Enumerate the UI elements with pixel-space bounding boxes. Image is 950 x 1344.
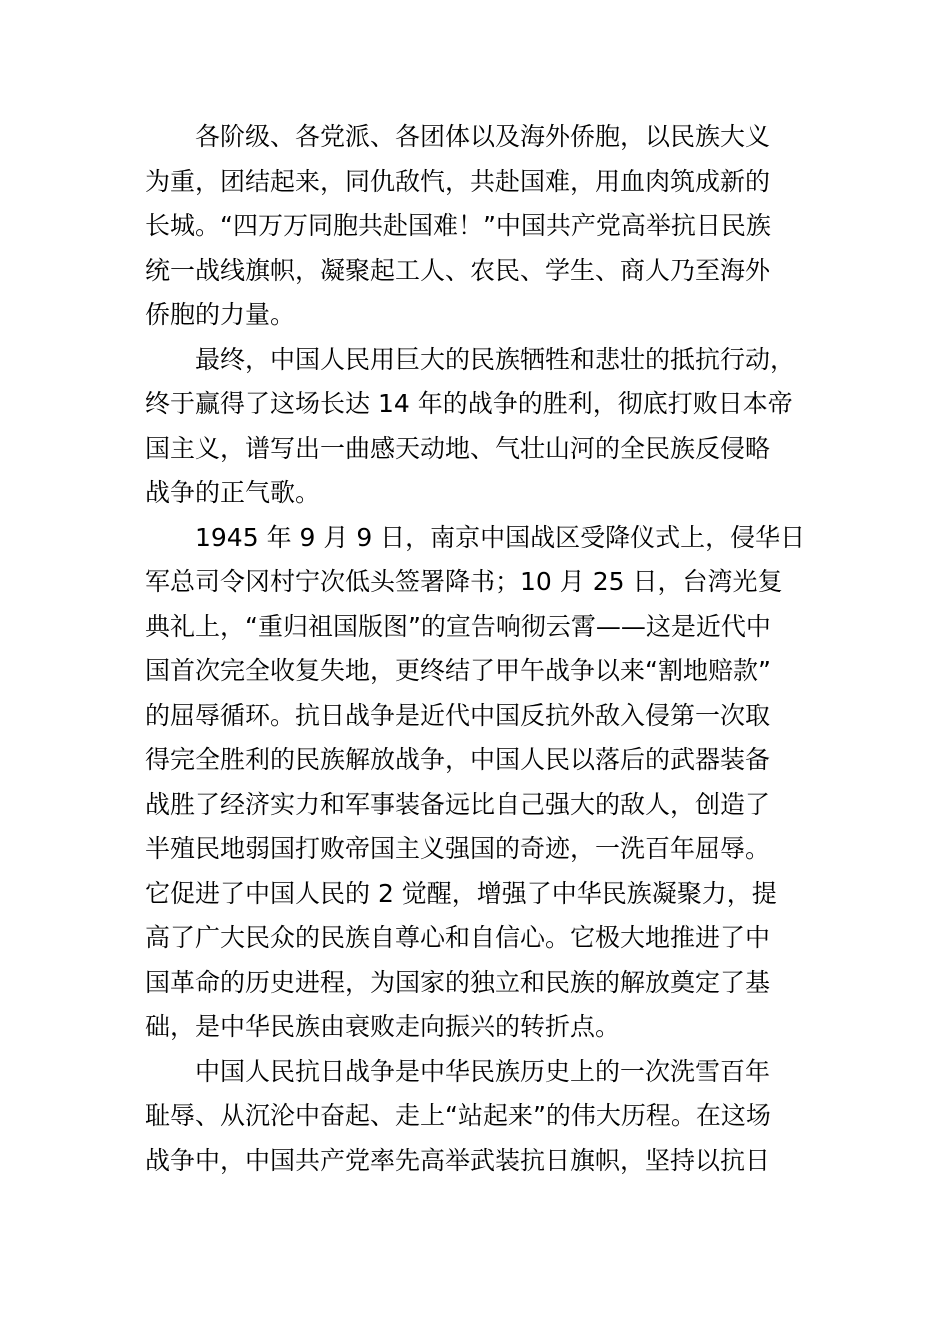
text-line: 军总司令冈村宁次低头签署降书；10 月 25 日，台湾光复 [145,567,783,596]
text-line: 长城。“四万万同胞共赴国难！”中国共产党高举抗日民族 [145,211,771,240]
text-line: 最终，中国人民用巨大的民族牺牲和悲壮的抵抗行动， [195,344,796,374]
text-line: 侨胞的力量。 [145,300,296,329]
text-line: 得完全胜利的民族解放战争，中国人民以落后的武器装备 [145,745,771,774]
text-line: 为重，团结起来，同仇敌忾，共赴国难，用血肉筑成新的 [145,166,771,196]
document-body [145,115,845,1183]
text-line: 典礼上，“重归祖国版图”的宣告响彻云霄——这是近代中 [145,611,771,641]
paragraph-2 [145,338,845,516]
text-line: 础，是中华民族由衰败走向振兴的转折点。 [145,1012,621,1041]
paragraph-3 [145,516,845,1050]
text-line: 战争的正气歌。 [145,478,321,507]
text-line: 的屈辱循环。抗日战争是近代中国反抗外敌入侵第一次取 [145,700,771,730]
text-line: 战胜了经济实力和军事装备远比自己强大的敌人，创造了 [145,789,771,819]
text-line: 它促进了中国人民的 2 觉醒，增强了中华民族凝聚力，提 [145,878,777,908]
paragraph-4 [145,1050,845,1184]
text-line: 中国人民抗日战争是中华民族历史上的一次洗雪百年 [195,1056,771,1086]
paragraph-1 [145,115,845,338]
text-line: 国主义，谱写出一曲感天动地、气壮山河的全民族反侵略 [145,433,771,463]
text-line: 国革命的历史进程，为国家的独立和民族的解放奠定了基 [145,967,771,997]
text-line: 战争中，中国共产党率先高举武装抗日旗帜，坚持以抗日 [145,1145,771,1175]
text-line: 终于赢得了这场长达 14 年的战争的胜利，彻底打败日本帝 [145,389,793,418]
text-line: 半殖民地弱国打败帝国主义强国的奇迹，一洗百年屈辱。 [145,834,771,863]
text-line: 高了广大民众的民族自尊心和自信心。它极大地推进了中 [145,923,771,952]
text-line: 统一战线旗帜，凝聚起工人、农民、学生、商人乃至海外 [145,255,771,285]
text-line: 国首次完全收复失地，更终结了甲午战争以来“割地赔款” [145,656,771,685]
text-line: 1945 年 9 月 9 日，南京中国战区受降仪式上，侵华日 [195,522,806,552]
text-line: 耻辱、从沉沦中奋起、走上“站起来”的伟大历程。在这场 [145,1101,771,1130]
text-line: 各阶级、各党派、各团体以及海外侨胞，以民族大义 [195,122,771,151]
